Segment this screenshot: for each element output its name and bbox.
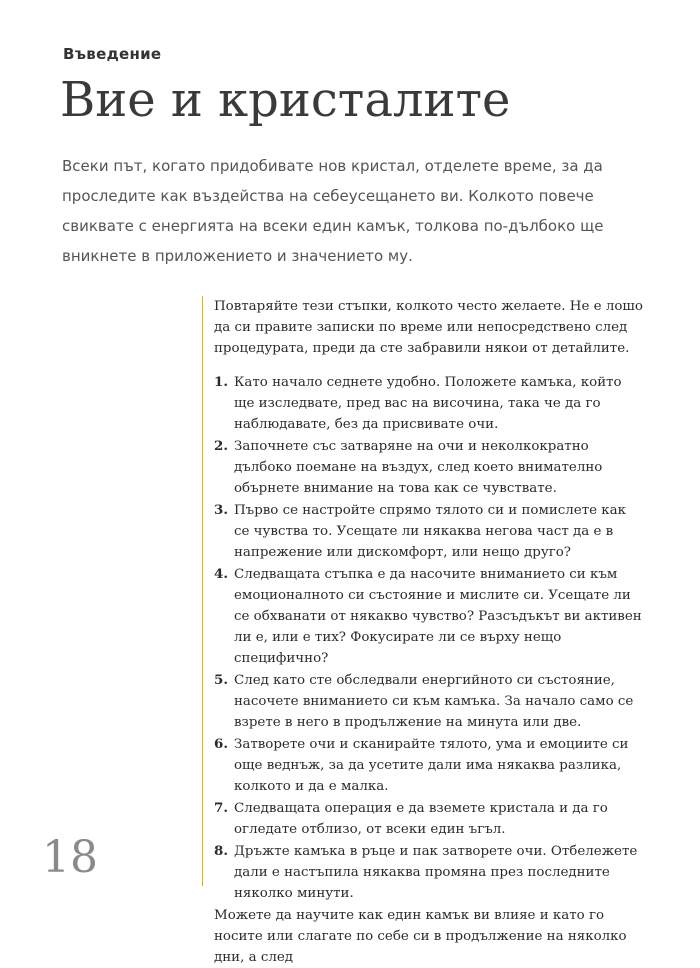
step-number: 2. <box>214 438 228 454</box>
list-item <box>214 841 644 904</box>
main-content <box>202 296 644 965</box>
step-text: Започнете със затваряне на очи и неколкократно дълбоко поемане на въздух, след което внимателно обърнете внимание на това как се чувствате. <box>234 439 603 496</box>
section-label: Въведение <box>63 45 162 63</box>
page-title: Вие и кристалите <box>60 72 511 128</box>
step-text: Дръжте камъка в ръце и пак затворете очи. Отбележете дали е настъпила някаква промяна през последните няколко минути. <box>234 844 638 901</box>
step-text: Като начало седнете удобно. Положете камъка, който ще изследвате, пред вас на височина, така че да го наблюдавате, без да присвивате очи. <box>234 375 622 432</box>
intro-paragraph: Всеки път, когато придобивате нов кристал, отделете време, за да проследите как въздейства на себеусещането ви. Колкото повече свиквате с енергията на всеки един камък, толкова по-дълбоко ще вникнете в приложението и значението му. <box>62 157 604 265</box>
lead-paragraph: Повтаряйте тези стъпки, колкото често желаете. Не е лошо да си правите записки по време или непосредствено след процедурата, преди да сте забравили някои от детайлите. <box>214 299 643 356</box>
step-number: 5. <box>214 672 228 688</box>
closing-paragraph: Можете да научите как един камък ви влияе и като го носите или слагате по себе си в продължение на няколко дни, а след <box>214 908 627 965</box>
steps-list <box>214 372 644 904</box>
step-text: Затворете очи и сканирайте тялото, ума и емоциите си още веднъж, за да усетите дали има някаква разлика, колкото и да е малка. <box>234 737 629 794</box>
step-number: 6. <box>214 736 228 752</box>
list-item <box>214 670 644 733</box>
list-item <box>214 372 644 435</box>
step-number: 4. <box>214 566 228 582</box>
step-text: Следващата стъпка е да насочите вниманието си към емоционалното си състояние и мислите си. Усещате ли се обхванати от някакво чувство? Разсъдъкът ви активен ли е, или е тих? Фокусирате ли се върху нещо специфично? <box>234 567 642 666</box>
page-number: 18 <box>42 832 98 883</box>
step-number: 3. <box>214 502 228 518</box>
step-text: Първо се настройте спрямо тялото си и помислете как се чувства то. Усещате ли някаква негова част да е в напрежение или дискомфорт, или нещо друго? <box>234 503 627 560</box>
step-number: 7. <box>214 800 228 816</box>
list-item <box>214 500 644 563</box>
list-item <box>214 798 644 840</box>
list-item <box>214 564 644 669</box>
step-number: 8. <box>214 843 228 859</box>
list-item <box>214 436 644 499</box>
step-text: След като сте обследвали енергийното си състояние, насочете вниманието си към камъка. За начало само се взрете в него в продължение на минута или две. <box>234 673 634 730</box>
step-number: 1. <box>214 374 228 390</box>
step-text: Следващата операция е да вземете кристала и да го огледате отблизо, от всеки един ъгъл. <box>234 801 608 837</box>
list-item <box>214 734 644 797</box>
